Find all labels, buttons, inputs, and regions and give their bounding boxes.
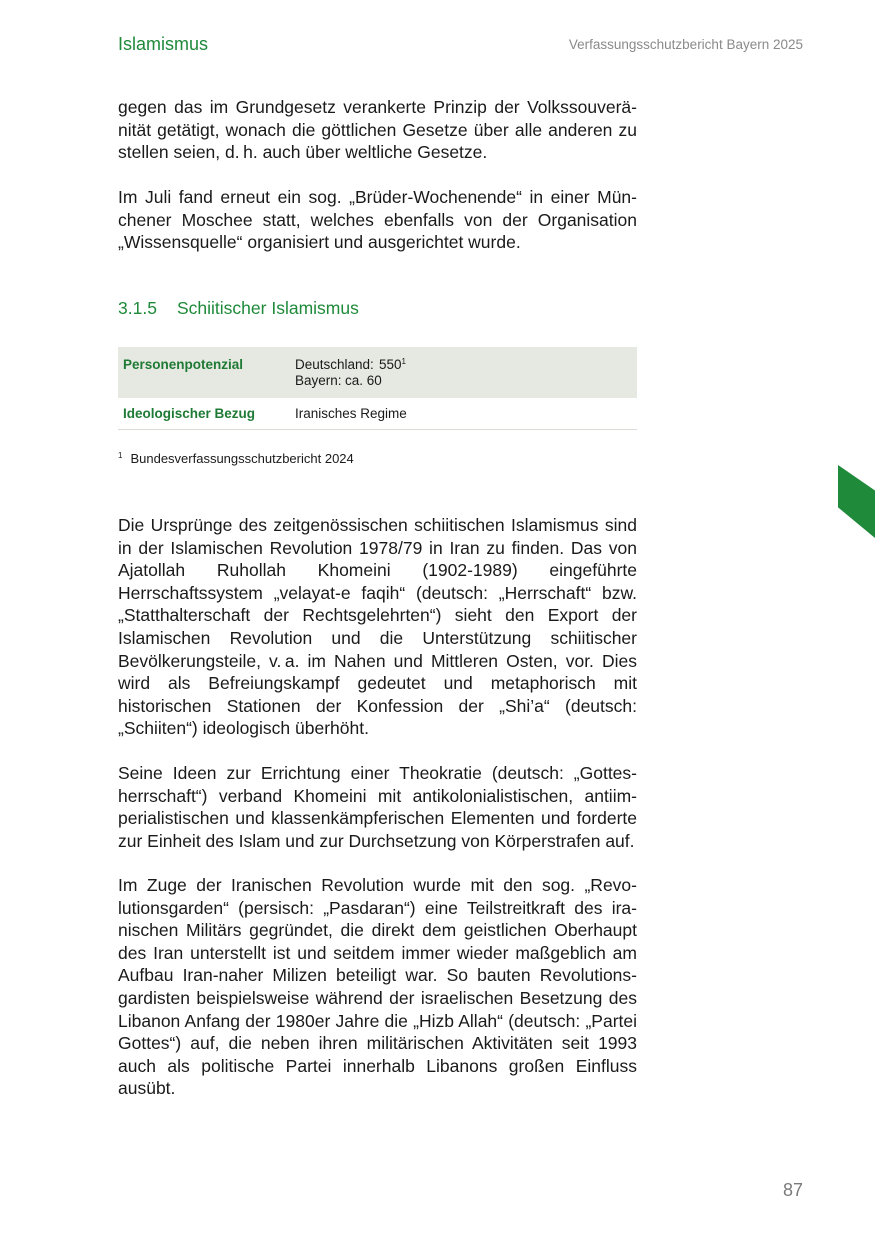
body-paragraph-1-wrapper bbox=[118, 514, 637, 740]
chapter-tab-marker bbox=[838, 465, 875, 538]
body-paragraph: Im Zuge der Iranischen Revolution wurde mit den sog. „Revolutionsgarden“ (persisch: „Pasdaran“) eine Teilstreitkraft des iranischen Militärs gegründet, die direkt dem geistlichen Oberhaupt des Iran unterstellt ist und seitdem immer wieder maßgeblich am Aufbau Iran-naher Milizen beteiligt war. So bauten Revolutionsgardisten beispielsweise während der israelischen Besetzung des Libanon Anfang der 1980er Jahre die „Hizb Allah“ (deutsch: „Partei Gottes“) auf, die neben ihren militärischen Aktivitäten seit 1993 auch als politische Partei innerhalb Libanons großen Einfluss ausübt. bbox=[118, 875, 637, 1099]
table-row-personenpotenzial bbox=[118, 347, 637, 398]
value-line-deutschland bbox=[295, 357, 637, 373]
running-header-report: Verfassungsschutzbericht Bayern 2025 bbox=[568, 37, 803, 52]
row-values bbox=[295, 347, 637, 398]
row-label: Personenpotenzial bbox=[123, 357, 244, 372]
value-line-bayern bbox=[295, 373, 637, 389]
section-heading bbox=[118, 298, 359, 319]
page-number: 87 bbox=[782, 1180, 803, 1200]
intro-paragraph-2-wrapper bbox=[118, 186, 637, 254]
info-table bbox=[118, 347, 637, 430]
value-number: 550 bbox=[379, 357, 402, 372]
intro-paragraph-1-wrapper bbox=[118, 96, 637, 164]
row-label: Ideologischer Bezug bbox=[118, 398, 295, 430]
value-number: ca. 60 bbox=[345, 373, 382, 388]
body-paragraph: Die Ursprünge des zeitgenössischen schiitischen Islamismus sind in der Islamischen Revolution 1978/79 in Iran zu finden. Das von Ajatollah Ruhollah Khomeini (1902-1989) eingeführte Herrschaftssystem „velayat-e faqih“ (deutsch: „Herrschaft“ bzw. „Statthalterschaft der Rechtsgelehrten“) sieht den Export der Islamischen Revolution und die Unterstützung schiitischer Bevölkerungsteile, v. a. im Nahen und Mittleren Osten, vor. Dies wird als Befreiungskampf gedeutet und metaphorisch mit historischen Stationen der Konfession der „Shi’a“ (deutsch: „Schiiten“) ideologisch überhöht. bbox=[118, 515, 637, 739]
footnote-text: Bundesverfassungsschutzbericht 2024 bbox=[130, 451, 354, 466]
body-paragraph: Im Juli fand erneut ein sog. „Brüder-Wochenende“ in einer Münchener Moschee statt, welches ebenfalls von der Organisation „Wissensquelle“ organisiert und ausgerichtet wurde. bbox=[118, 187, 637, 253]
footnote bbox=[118, 451, 354, 466]
body-paragraph-2-wrapper bbox=[118, 762, 637, 852]
footnote-mark: 1 bbox=[118, 451, 123, 460]
body-paragraph-3-wrapper bbox=[118, 874, 637, 1100]
section-title: Schiitischer Islamismus bbox=[177, 298, 359, 318]
row-value: Iranisches Regime bbox=[295, 398, 637, 430]
value-key: Bayern: bbox=[295, 373, 342, 388]
running-header-section: Islamismus bbox=[118, 34, 209, 54]
body-paragraph: gegen das im Grundgesetz verankerte Prinzip der Volkssouveränität getätigt, wonach die göttlichen Gesetze über alle anderen zu stellen seien, d. h. auch über weltliche Gesetze. bbox=[118, 97, 637, 163]
section-number: 3.1.5 bbox=[118, 298, 157, 318]
table-row-ideologischer-bezug bbox=[118, 398, 637, 430]
footnote-ref[interactable]: 1 bbox=[401, 357, 406, 366]
body-paragraph: Seine Ideen zur Errichtung einer Theokratie (deutsch: „Gottesherrschaft“) verband Khomeini mit antikolonialistischen, antiimperialistischen und klassenkämpferischen Elementen und forderte zur Einheit des Islam und zur Durchsetzung von Körperstrafen auf. bbox=[118, 763, 637, 851]
value-key: Deutschland: bbox=[295, 357, 374, 372]
